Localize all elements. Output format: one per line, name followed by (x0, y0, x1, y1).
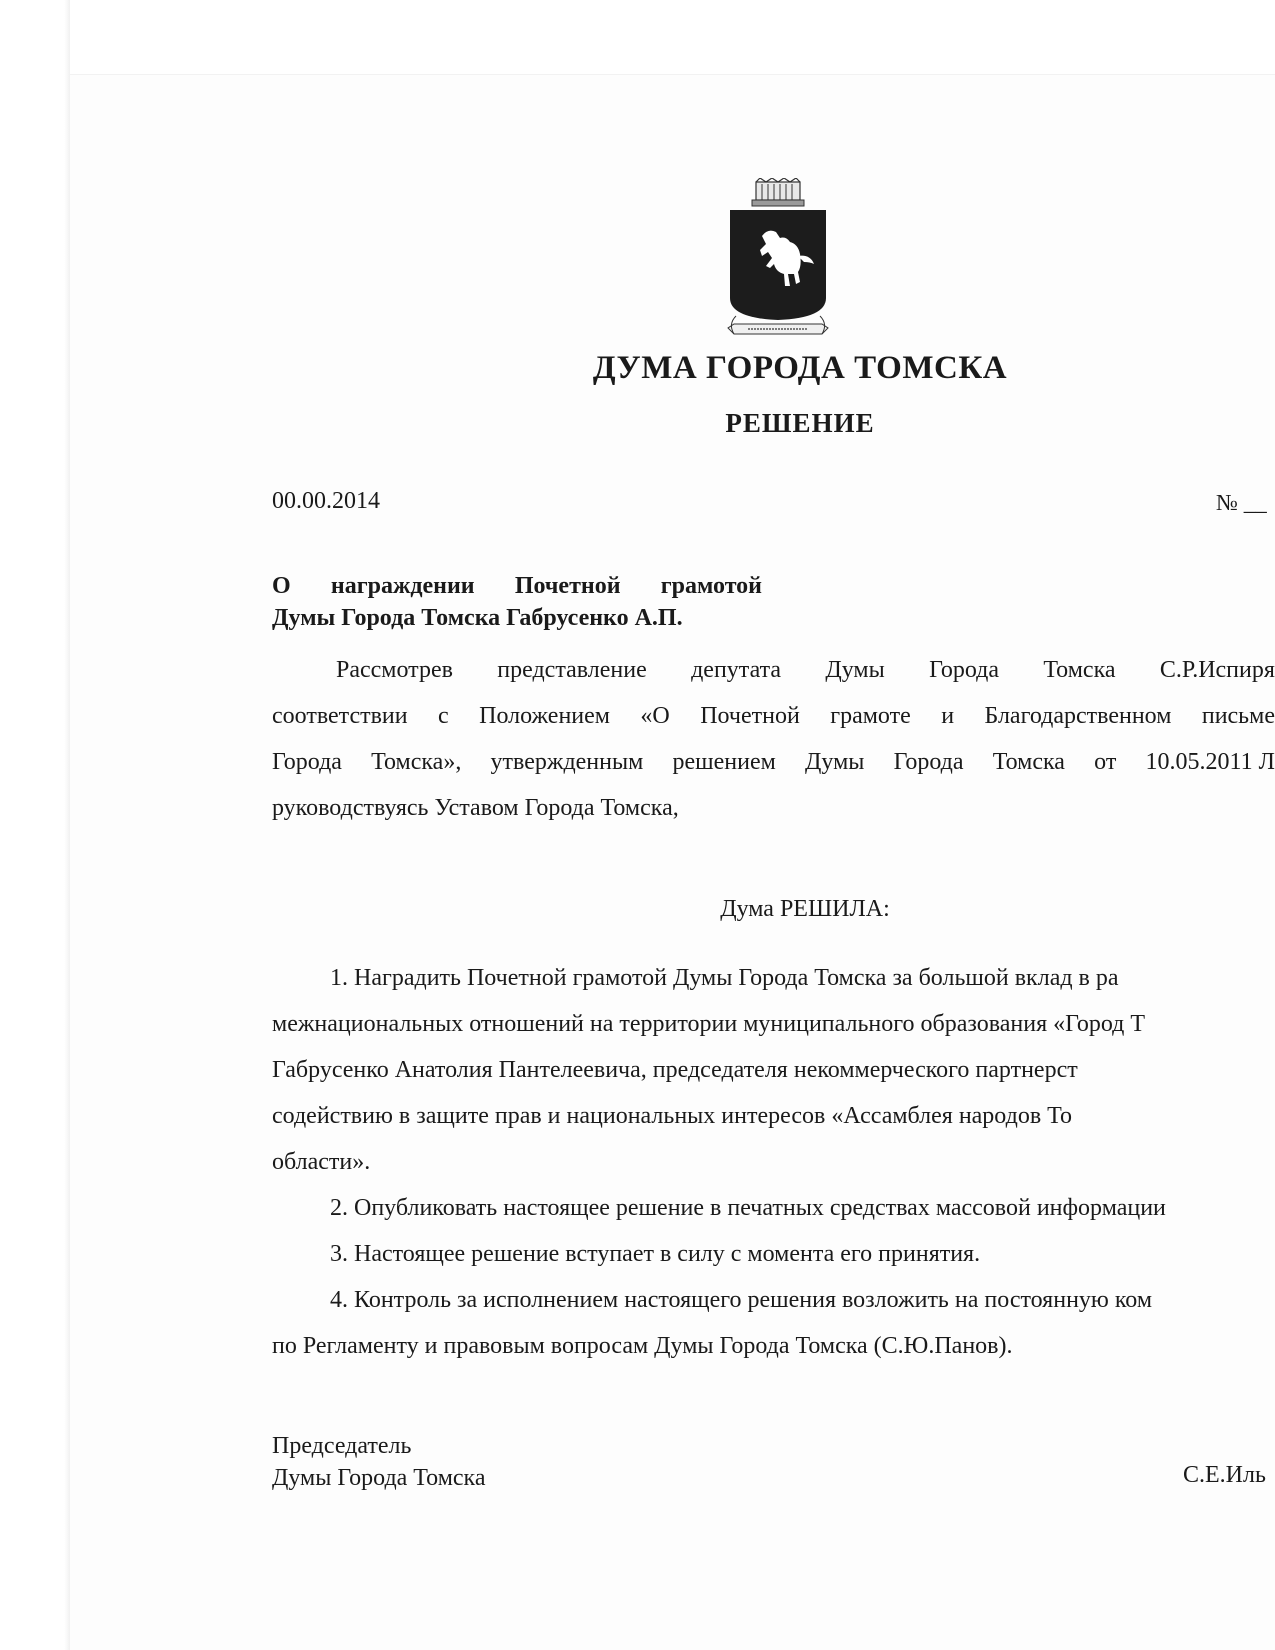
preamble-line-2 (272, 693, 1275, 739)
item-1-line-1: 1. Наградить Почетной грамотой Думы Города Томска за большой вклад в ра (330, 965, 1119, 991)
preamble-word: с (438, 703, 449, 729)
coat-of-arms-emblem (718, 178, 838, 348)
signatory-position-line-1: Председатель (272, 1433, 412, 1459)
subject-line-1 (272, 570, 762, 602)
preamble-word: Города (893, 749, 964, 775)
document-date: 00.00.2014 (272, 488, 380, 514)
item-4-line-2: по Регламенту и правовым вопросам Думы Города Томска (С.Ю.Панов). (272, 1333, 1013, 1359)
preamble-word: С.Р.Испиря (1159, 657, 1275, 683)
preamble-word: 10.05.2011 Л (1145, 749, 1275, 775)
preamble-word: Думы (825, 657, 885, 683)
preamble-word: Томска (992, 749, 1065, 775)
signatory-name: С.Е.Иль (1183, 1462, 1266, 1488)
subject-word: Почетной (514, 573, 621, 599)
preamble-word: депутата (691, 657, 782, 683)
item-1-line-2: межнациональных отношений на территории муниципального образования «Город Т (272, 1011, 1146, 1037)
preamble-line-1 (272, 647, 1275, 693)
preamble-word: соответствии (272, 703, 408, 729)
signatory-position-line-2: Думы Города Томска (272, 1465, 486, 1491)
item-1 (272, 955, 1275, 1185)
signatory-position (272, 1430, 486, 1494)
preamble (272, 647, 1275, 831)
preamble-word: представление (497, 657, 647, 683)
document-number: № __ (1216, 490, 1267, 515)
subject-heading (272, 570, 762, 634)
preamble-word: и (941, 703, 955, 729)
preamble-word: письме (1201, 703, 1275, 729)
preamble-word: Рассмотрев (336, 657, 453, 683)
item-4-line-1: 4. Контроль за исполнением настоящего решения возложить на постоянную ком (330, 1287, 1153, 1313)
preamble-word: Томска», (371, 749, 462, 775)
preamble-word: грамоте (830, 703, 911, 729)
crown-icon (752, 178, 804, 206)
subject-word: грамотой (660, 573, 762, 599)
preamble-word: Города (272, 749, 342, 775)
preamble-word: утвержденным (490, 749, 644, 775)
item-1-line-4: содействию в защите прав и национальных интересов «Ассамблея народов То (272, 1103, 1073, 1129)
preamble-word: от (1094, 749, 1117, 775)
scan-top-band (70, 0, 1275, 75)
preamble-word: Положением (479, 703, 610, 729)
preamble-word: решением (672, 749, 776, 775)
preamble-line-4: руководствуясь Уставом Города Томска, (272, 795, 679, 821)
preamble-word: Думы (805, 749, 865, 775)
subject-word: О (272, 573, 291, 599)
item-1-line-3: Габрусенко Анатолия Пантелеевича, председателя некоммерческого партнерст (272, 1057, 1078, 1083)
scan-margin (0, 0, 70, 1650)
items-2-4 (272, 1185, 1275, 1369)
item-1-line-5: области». (272, 1149, 371, 1175)
subject-line-2: Думы Города Томска Габрусенко А.П. (272, 605, 683, 631)
document-title: ДУМА ГОРОДА ТОМСКА (592, 350, 1008, 386)
preamble-word: «О (640, 703, 670, 729)
document-type: РЕШЕНИЕ (725, 408, 875, 438)
preamble-word: Томска (1043, 657, 1116, 683)
subject-word: награждении (330, 573, 475, 599)
preamble-line-3 (272, 739, 1275, 785)
item-2: 2. Опубликовать настоящее решение в печатных средствах массовой информации (330, 1195, 1166, 1221)
resolved-heading: Дума РЕШИЛА: (720, 896, 890, 922)
preamble-word: Благодарственном (984, 703, 1172, 729)
preamble-word: Почетной (700, 703, 800, 729)
item-3: 3. Настоящее решение вступает в силу с момента его принятия. (330, 1241, 981, 1267)
preamble-word: Города (929, 657, 999, 683)
